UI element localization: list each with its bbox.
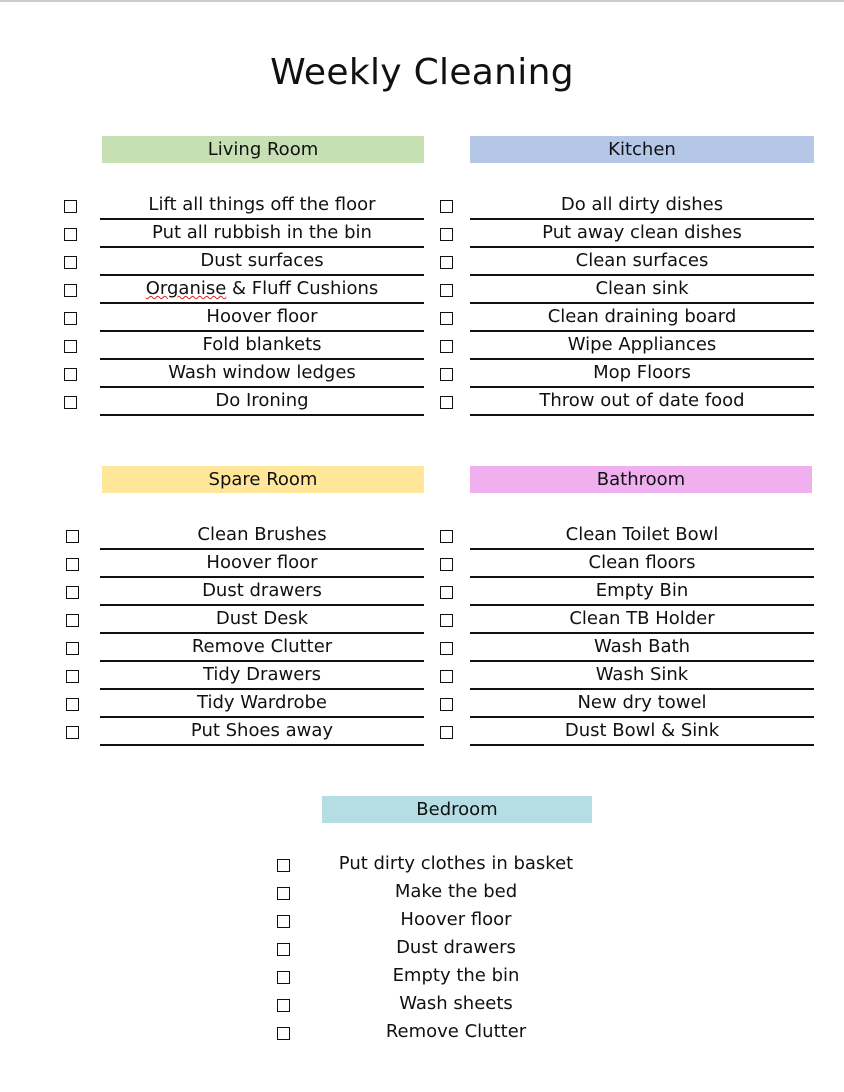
item-label: Wash Bath <box>470 633 814 662</box>
checklist-item <box>0 605 844 633</box>
item-label: Empty the bin <box>392 965 520 986</box>
section-header: Spare Room <box>102 466 424 493</box>
checklist-item <box>0 191 844 219</box>
item-label: Wash window ledges <box>100 359 424 388</box>
checkbox[interactable] <box>440 340 453 353</box>
item-label: Clean floors <box>470 549 814 578</box>
checkbox[interactable] <box>440 698 453 711</box>
checklist-item <box>0 934 844 962</box>
checkbox[interactable] <box>440 200 453 213</box>
item-label: Dust Bowl & Sink <box>470 717 814 746</box>
checklist-item <box>0 878 844 906</box>
checkbox[interactable] <box>440 670 453 683</box>
item-label: Dust surfaces <box>100 247 424 276</box>
checklist-item <box>0 521 844 549</box>
checkbox[interactable] <box>277 943 290 956</box>
checklist-item <box>0 577 844 605</box>
item-label: Make the bed <box>394 881 518 902</box>
item-label: Organise & Fluff Cushions <box>100 275 424 304</box>
item-label: Hoover floor <box>100 303 424 332</box>
checkbox[interactable] <box>277 971 290 984</box>
section-header: Living Room <box>102 136 424 163</box>
checkbox[interactable] <box>277 859 290 872</box>
checkbox[interactable] <box>440 368 453 381</box>
checklist-item <box>0 219 844 247</box>
item-label: Throw out of date food <box>470 387 814 416</box>
item-label: Clean Brushes <box>100 521 424 550</box>
checklist-item <box>0 962 844 990</box>
checklist-item <box>0 689 844 717</box>
checkbox[interactable] <box>440 284 453 297</box>
item-label: Clean draining board <box>470 303 814 332</box>
checklist-item <box>0 990 844 1018</box>
checklist-item <box>0 661 844 689</box>
item-label: Tidy Wardrobe <box>100 689 424 718</box>
checkbox[interactable] <box>440 530 453 543</box>
item-label: Remove Clutter <box>100 633 424 662</box>
item-label: Put dirty clothes in basket <box>338 853 574 874</box>
spellcheck-underline: Organise <box>145 278 227 299</box>
checklist-item <box>0 633 844 661</box>
item-label: Wash sheets <box>399 993 513 1014</box>
item-label: Remove Clutter <box>385 1021 527 1042</box>
checklist-item <box>0 275 844 303</box>
checkbox[interactable] <box>440 228 453 241</box>
checkbox[interactable] <box>440 256 453 269</box>
item-label: Tidy Drawers <box>100 661 424 690</box>
checkbox[interactable] <box>440 614 453 627</box>
item-label: Clean surfaces <box>470 247 814 276</box>
item-label: Dust drawers <box>396 937 516 958</box>
item-label: Do Ironing <box>100 387 424 416</box>
checkbox[interactable] <box>277 999 290 1012</box>
page-title: Weekly Cleaning <box>270 52 574 93</box>
item-label: Put away clean dishes <box>470 219 814 248</box>
checklist-item <box>0 1018 844 1046</box>
item-label: Clean sink <box>470 275 814 304</box>
item-label: Dust Desk <box>100 605 424 634</box>
checklist-item <box>0 387 844 415</box>
section-header: Kitchen <box>470 136 814 163</box>
section-header: Bathroom <box>470 466 812 493</box>
item-label: Clean TB Holder <box>470 605 814 634</box>
checkbox[interactable] <box>277 915 290 928</box>
checkbox[interactable] <box>440 586 453 599</box>
item-label: Wipe Appliances <box>470 331 814 360</box>
item-label: Fold blankets <box>100 331 424 360</box>
checkbox[interactable] <box>440 312 453 325</box>
section-header: Bedroom <box>322 796 592 823</box>
item-label: Hoover floor <box>400 909 512 930</box>
checkbox[interactable] <box>440 642 453 655</box>
item-label: Empty Bin <box>470 577 814 606</box>
checklist-item <box>0 247 844 275</box>
item-label: Put all rubbish in the bin <box>100 219 424 248</box>
checklist-item <box>0 717 844 745</box>
item-label: Lift all things off the floor <box>100 191 424 220</box>
item-label: Clean Toilet Bowl <box>470 521 814 550</box>
checkbox[interactable] <box>277 887 290 900</box>
item-label: Dust drawers <box>100 577 424 606</box>
checklist-item <box>0 850 844 878</box>
item-label: New dry towel <box>470 689 814 718</box>
item-label: Put Shoes away <box>100 717 424 746</box>
checkbox[interactable] <box>440 726 453 739</box>
checkbox[interactable] <box>277 1027 290 1040</box>
checklist-item <box>0 359 844 387</box>
checklist-item <box>0 331 844 359</box>
checklist-item <box>0 906 844 934</box>
item-label: Wash Sink <box>470 661 814 690</box>
checkbox[interactable] <box>440 396 453 409</box>
checklist-item <box>0 549 844 577</box>
checklist-item <box>0 303 844 331</box>
item-label: Do all dirty dishes <box>470 191 814 220</box>
item-label: Mop Floors <box>470 359 814 388</box>
item-label: Hoover floor <box>100 549 424 578</box>
checkbox[interactable] <box>440 558 453 571</box>
